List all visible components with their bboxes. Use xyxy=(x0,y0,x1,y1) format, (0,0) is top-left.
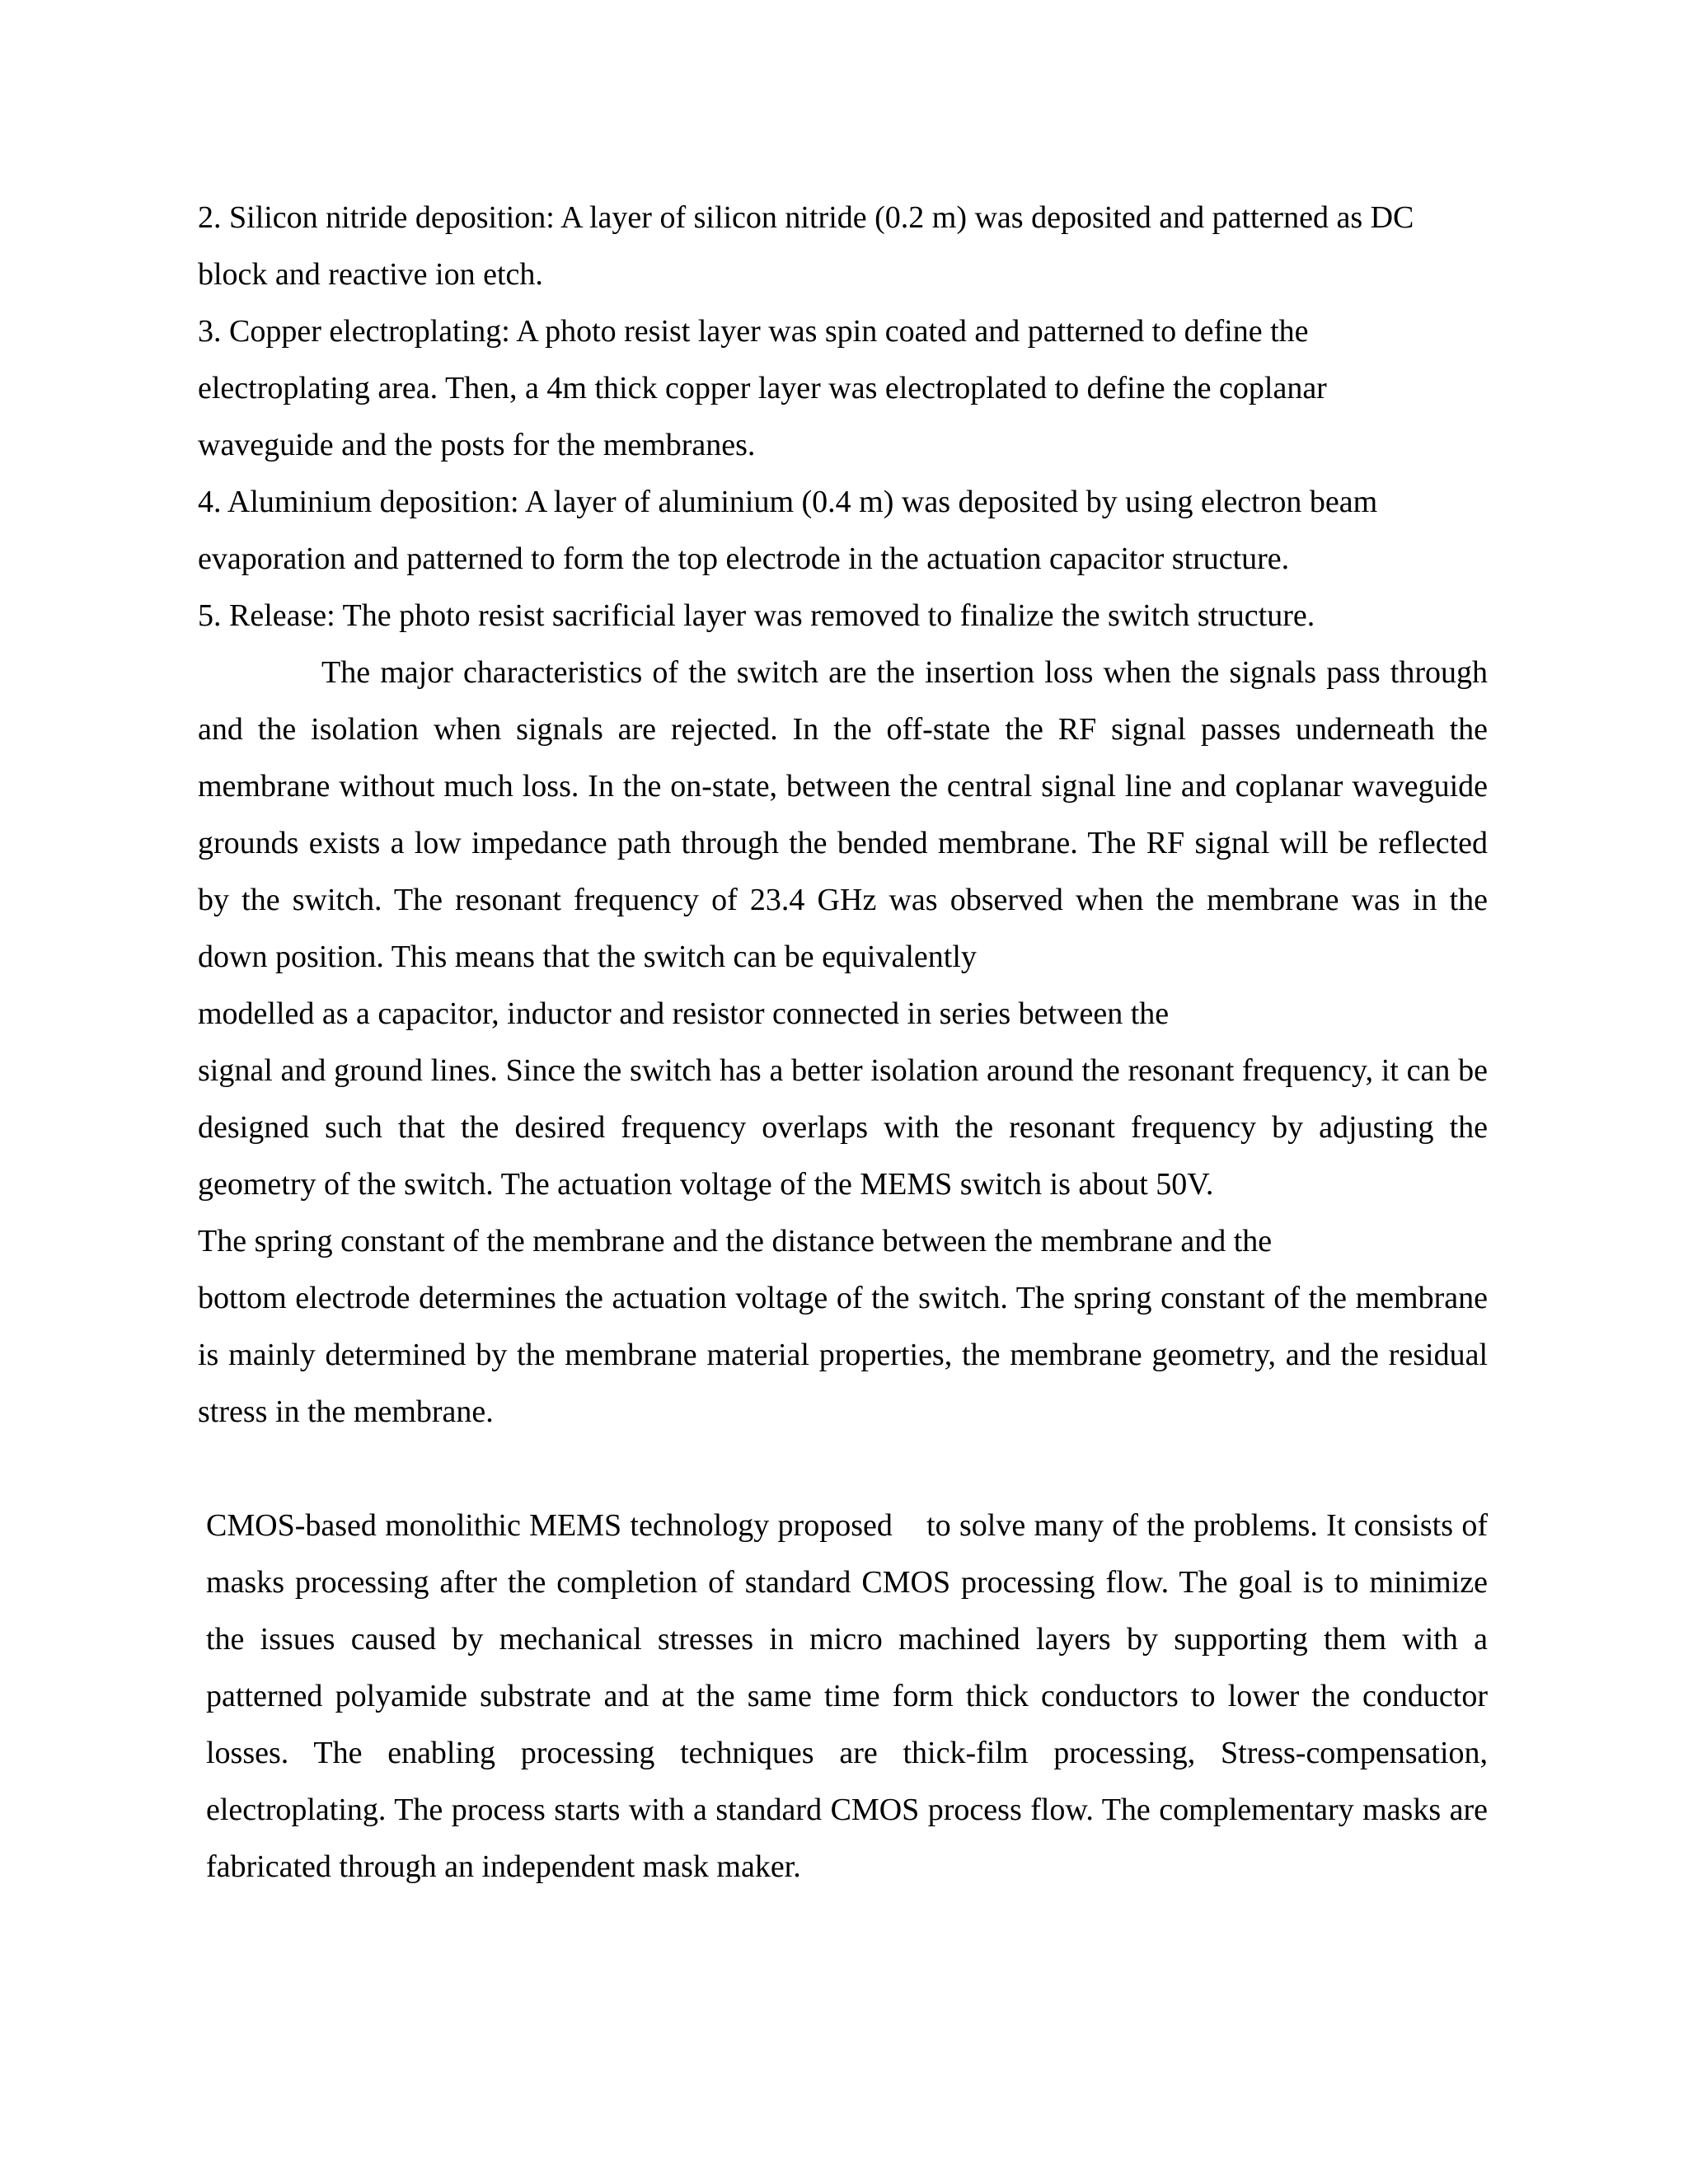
step-line: 5. Release: The photo resist sacrificial layer was removed to finalize the switch structure. xyxy=(198,598,1315,633)
paragraph-switch-characteristics xyxy=(198,644,1488,1441)
paragraph-text: CMOS-based monolithic MEMS technology proposed to solve many of the problems. It consists of masks processing after the completion of standard CMOS processing flow. The goal is to minimize the issues caused by mechanical stresses in micro machined layers by supporting them with a patterned polyamide substrate and at the same time form thick conductors to lower the conductor losses. The enabling processing techniques are thick-film processing, Stress-compensation, electroplating. The process starts with a standard CMOS process flow. The complementary masks are fabricated through an independent mask maker. xyxy=(206,1508,1496,1884)
paragraph-gap xyxy=(198,1441,1488,1497)
step-line: 4. Aluminium deposition: A layer of aluminium (0.4 m) was deposited by using electron beam xyxy=(198,485,1378,519)
paragraph-text: The spring constant of the membrane and the distance between the membrane and the xyxy=(198,1224,1273,1258)
paragraph-text: signal and ground lines. Since the switch has a better isolation around the resonant frequency, it can be designed such that the desired frequency overlaps with the resonant frequency by adjusting the geometry of the switch. The actuation voltage of the MEMS switch is about 50V. xyxy=(198,1053,1488,1202)
step-line: waveguide and the posts for the membranes. xyxy=(198,428,756,462)
paragraph-text: bottom electrode determines the actuation voltage of the switch. The spring constant of the membrane is mainly determined by the membrane material properties, the membrane geometry, and the residual stress in the membrane. xyxy=(198,1281,1488,1429)
document-body xyxy=(198,190,1496,1896)
paragraph-text: modelled as a capacitor, inductor and resistor connected in series between the xyxy=(198,996,1170,1031)
step-line: evaporation and patterned to form the top electrode in the actuation capacitor structure. xyxy=(198,541,1290,576)
step-copper-electroplating xyxy=(198,303,1488,474)
step-release xyxy=(198,588,1488,644)
step-aluminium-deposition xyxy=(198,474,1488,588)
step-line: block and reactive ion etch. xyxy=(198,257,543,292)
paragraph-cmos-mems xyxy=(198,1497,1496,1896)
step-line: 3. Copper electroplating: A photo resist layer was spin coated and patterned to define the xyxy=(198,314,1309,349)
step-line: electroplating area. Then, a 4m thick copper layer was electroplated to define the coplanar xyxy=(198,371,1327,405)
paragraph-text: The major characteristics of the switch are the insertion loss when the signals pass through and the isolation when signals are rejected. In the off-state the RF signal passes underneath the membrane without much loss. In the on-state, between the central signal line and coplanar waveguide grounds exists a low impedance path through the bended membrane. The RF signal will be reflected by the switch. The resonant frequency of 23.4 GHz was observed when the membrane was in the down position. This means that the switch can be equivalently xyxy=(198,655,1488,974)
step-silicon-nitride xyxy=(198,190,1488,303)
step-line: 2. Silicon nitride deposition: A layer of silicon nitride (0.2 m) was deposited and patterned as DC xyxy=(198,200,1414,235)
